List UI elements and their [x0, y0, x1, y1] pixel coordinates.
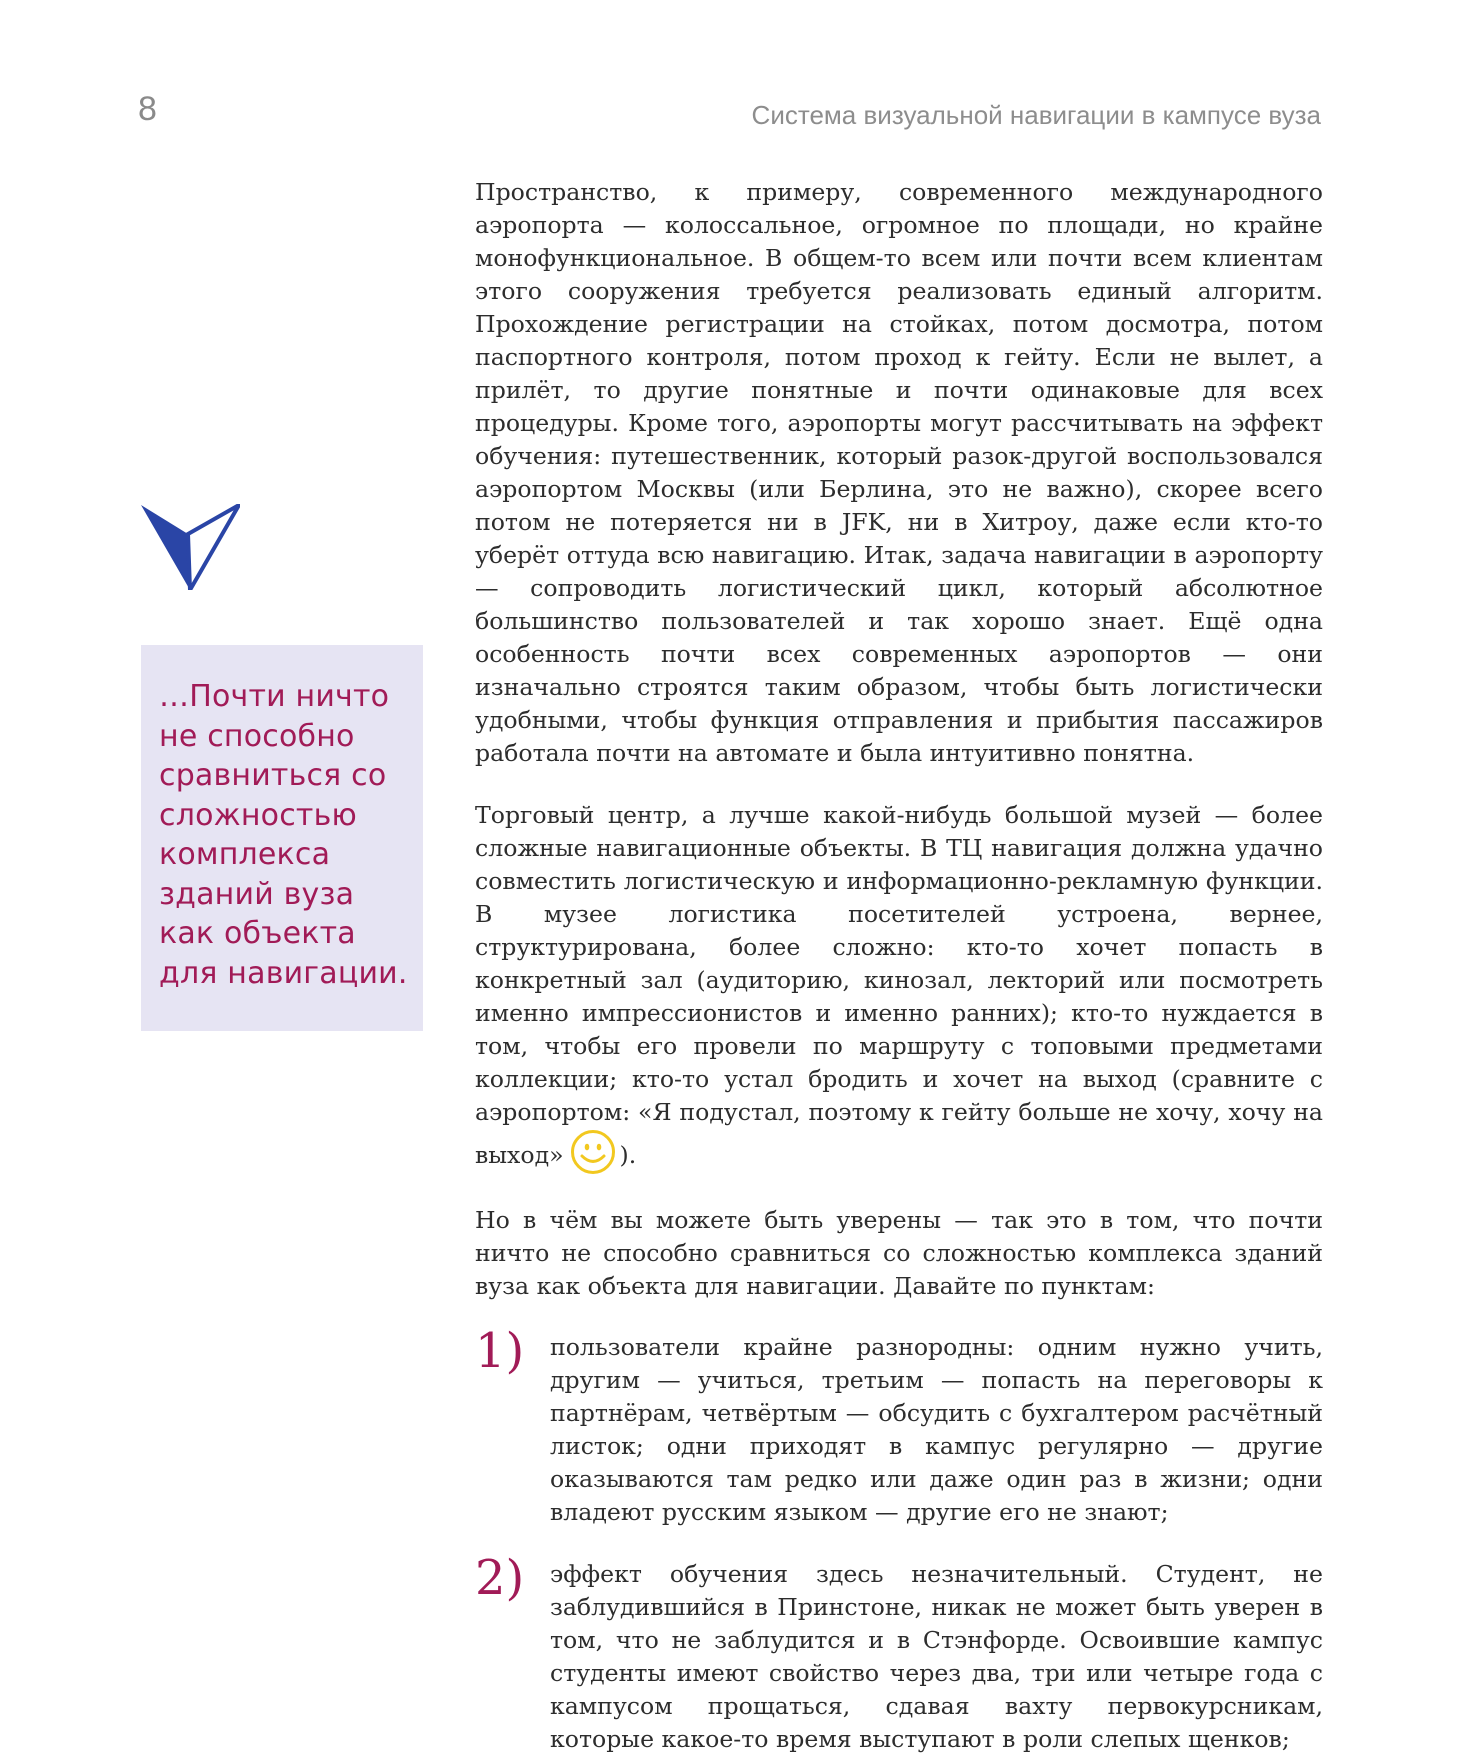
list-item-text: эффект обучения здесь незначительный. Студент, не заблудившийся в Принстоне, никак не может быть уверен в том, что не заблудится и в Стэнфорде. Освоившие кампус студенты имеют свойство через два, три или четыре года с кампусом прощаться, сдавая вахту первокурсникам, которые какое-то время выступают в роли слепых щенков; [550, 1560, 1323, 1753]
arrow-dark-face [141, 505, 190, 590]
paragraph-museum-text: Торговый центр, а лучше какой-нибудь большой музей — более сложные навигационные объекты. В ТЦ навигация должна удачно совместить логистическую и информационно-рекламную функции. В музее логистика посетителей устроена, вернее, структурирована, более сложно: кто-то хочет попасть в конкретный зал (аудиторию, кинозал, лекторий или посмотреть именно импрессионистов и именно ранних); кто-то нуждается в том, чтобы его провели по маршруту с топовыми предметами коллекции; кто-то устал бродить и хочет на выход (сравните с аэропортом: «Я подустал, поэтому к гейту больше не хочу, хочу на выход» [475, 801, 1323, 1169]
list-item [475, 1323, 1323, 1529]
paragraph-museum-end: ). [619, 1141, 637, 1169]
paragraph-museum [475, 799, 1323, 1175]
numbered-list [475, 1323, 1323, 1756]
main-text [475, 176, 1323, 1756]
paragraph-university: Но в чём вы можете быть уверены — так это в том, что почти ничто не способно сравниться со сложностью комплекса зданий вуза как объекта для навигации. Давайте по пунктам: [475, 1206, 1323, 1300]
page-number: 8 [138, 90, 157, 128]
running-title: Система визуальной навигации в кампусе вуза [751, 100, 1321, 130]
list-number: 2) [475, 1550, 525, 1606]
pullquote-box [141, 645, 423, 1031]
list-number: 1) [475, 1323, 525, 1379]
pullquote-text: …Почти ничто не способно сравниться со сложностью комплекса зданий вуза как объекта для навигации. [159, 679, 408, 991]
paragraph-airport: Пространство, к примеру, современного международного аэропорта — колоссальное, огромное по площади, но крайне монофункциональное. В общем-то всем или почти всем клиентам этого сооружения требуется реализовать единый алгоритм. Прохождение регистрации на стойках, потом досмотра, потом паспортного контроля, потом проход к гейту. Если не вылет, а прилёт, то другие понятные и почти одинаковые для всех процедуры. Кроме того, аэропорты могут рассчитывать на эффект обучения: путешественник, который разок-другой воспользовался аэропортом Москвы (или Берлина, это не важно), скорее всего потом не потеряется ни в JFK, ни в Хитроу, даже если кто-то уберёт оттуда всю навигацию. Итак, задача навигации в аэропорту — сопроводить логистический цикл, который абсолютное большинство пользователей и так хорошо знает. Ещё одна особенность почти всех современных аэропортов — они изначально строятся таким образом, чтобы быть логистически удобными, чтобы функция отправления и прибытия пассажиров работала почти на автомате и была интуитивно понятна. [475, 178, 1323, 767]
triangle-arrow-down-icon [140, 504, 240, 590]
arrow-light-face [188, 505, 239, 590]
list-item-text: пользователи крайне разнородны: одним нужно учить, другим — учиться, третьим — попасть на переговоры к партнёрам, четвёртым — обсудить с бухгалтером расчётный листок; одни приходят в кампус регулярно — другие оказываются там редко или даже один раз в жизни; одни владеют русским языком — другие его не знают; [550, 1333, 1323, 1526]
smiley-face-icon [570, 1129, 616, 1175]
list-item [475, 1550, 1323, 1756]
